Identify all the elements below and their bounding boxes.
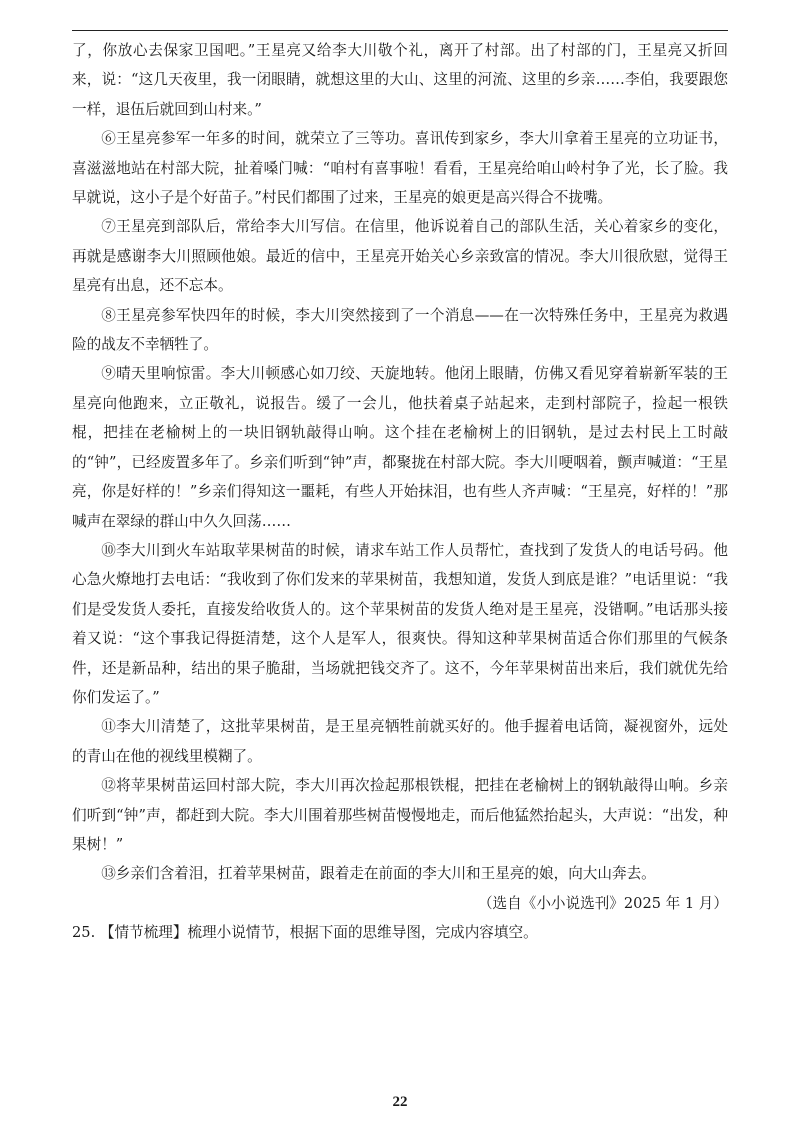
paragraph-9: ⑨晴天里响惊雷。李大川顿感心如刀绞、天旋地转。他闭上眼睛，仿佛又看见穿着崭新军装的王星亮向他跑来，立正敬礼，说报告。缓了一会儿，他扶着桌子站起来，走到村部院子，捡起一根铁棍，把挂在老榆树上的一块旧钢轨敲得山响。这个挂在老榆树上的旧钢轨，是过去村民上工时敲的“钟”，已经废置多年了。乡亲们听到“钟”声，都聚拢在村部大院。李大川哽咽着，颤声喊道：“王星亮，你是好样的！”乡亲们得知这一噩耗，有些人开始抹泪，也有些人齐声喊：“王星亮，好样的！”那喊声在翠绿的群山中久久回荡……: [72, 365, 728, 530]
source-citation: （选自《小小说选刊》2025 年 1 月）: [477, 894, 728, 912]
document-body: [72, 36, 728, 948]
paragraph-10: ⑩李大川到火车站取苹果树苗的时候，请求车站工作人员帮忙，查找到了发货人的电话号码。他心急火燎地打去电话：“我收到了你们发来的苹果树苗，我想知道，发货人到底是谁？”电话里说：“我们是受发货人委托，直接发给收货人的。这个苹果树苗的发货人绝对是王星亮，没错啊。”电话那头接着又说：“这个事我记得挺清楚，这个人是军人，很爽快。得知这种苹果树苗适合你们那里的气候条件，还是新品种，结出的果子脆甜，当场就把钱交齐了。这不，今年苹果树苗出来后，我们就优先给你们发运了。”: [72, 541, 728, 706]
paragraph-11: ⑪李大川清楚了，这批苹果树苗，是王星亮牺牲前就买好的。他手握着电话筒，凝视窗外，远处的青山在他的视线里模糊了。: [72, 718, 728, 765]
paragraph-7: ⑦王星亮到部队后，常给李大川写信。在信里，他诉说着自己的部队生活，关心着家乡的变化，再就是感谢李大川照顾他娘。最近的信中，王星亮开始关心乡亲致富的情况。李大川很欣慰，觉得王星亮有出息，还不忘本。: [72, 218, 728, 295]
paragraph-12: ⑫将苹果树苗运回村部大院，李大川再次捡起那根铁棍，把挂在老榆树上的钢轨敲得山响。乡亲们听到“钟”声，都赶到大院。李大川围着那些树苗慢慢地走，而后他猛然抬起头，大声说：“出发，种果树！”: [72, 777, 728, 853]
question-25: 25. 【情节梳理】梳理小说情节，根据下面的思维导图，完成内容填空。: [72, 924, 538, 942]
paragraph-5-continued: 了，你放心去保家卫国吧。”王星亮又给李大川敬个礼，离开了村部。出了村部的门，王星亮又折回来，说：“这几天夜里，我一闭眼睛，就想这里的大山、这里的河流、这里的乡亲……李伯，我要跟您一样，退伍后就回到山村来。”: [72, 42, 728, 118]
paragraph-6: ⑥王星亮参军一年多的时间，就荣立了三等功。喜讯传到家乡，李大川拿着王星亮的立功证书，喜滋滋地站在村部大院，扯着嗓门喊：“咱村有喜事啦！看看，王星亮给咱山岭村争了光，长了脸。我早就说，这小子是个好苗子。”村民们都围了过来，王星亮的娘更是高兴得合不拢嘴。: [72, 130, 728, 207]
paragraph-8: ⑧王星亮参军快四年的时候，李大川突然接到了一个消息——在一次特殊任务中，王星亮为救遇险的战友不幸牺牲了。: [72, 306, 728, 354]
page-number: 22: [392, 1094, 408, 1110]
paragraph-13: ⑬乡亲们含着泪，扛着苹果树苗，跟着走在前面的李大川和王星亮的娘，向大山奔去。: [101, 865, 656, 883]
header-rule: [72, 30, 728, 31]
